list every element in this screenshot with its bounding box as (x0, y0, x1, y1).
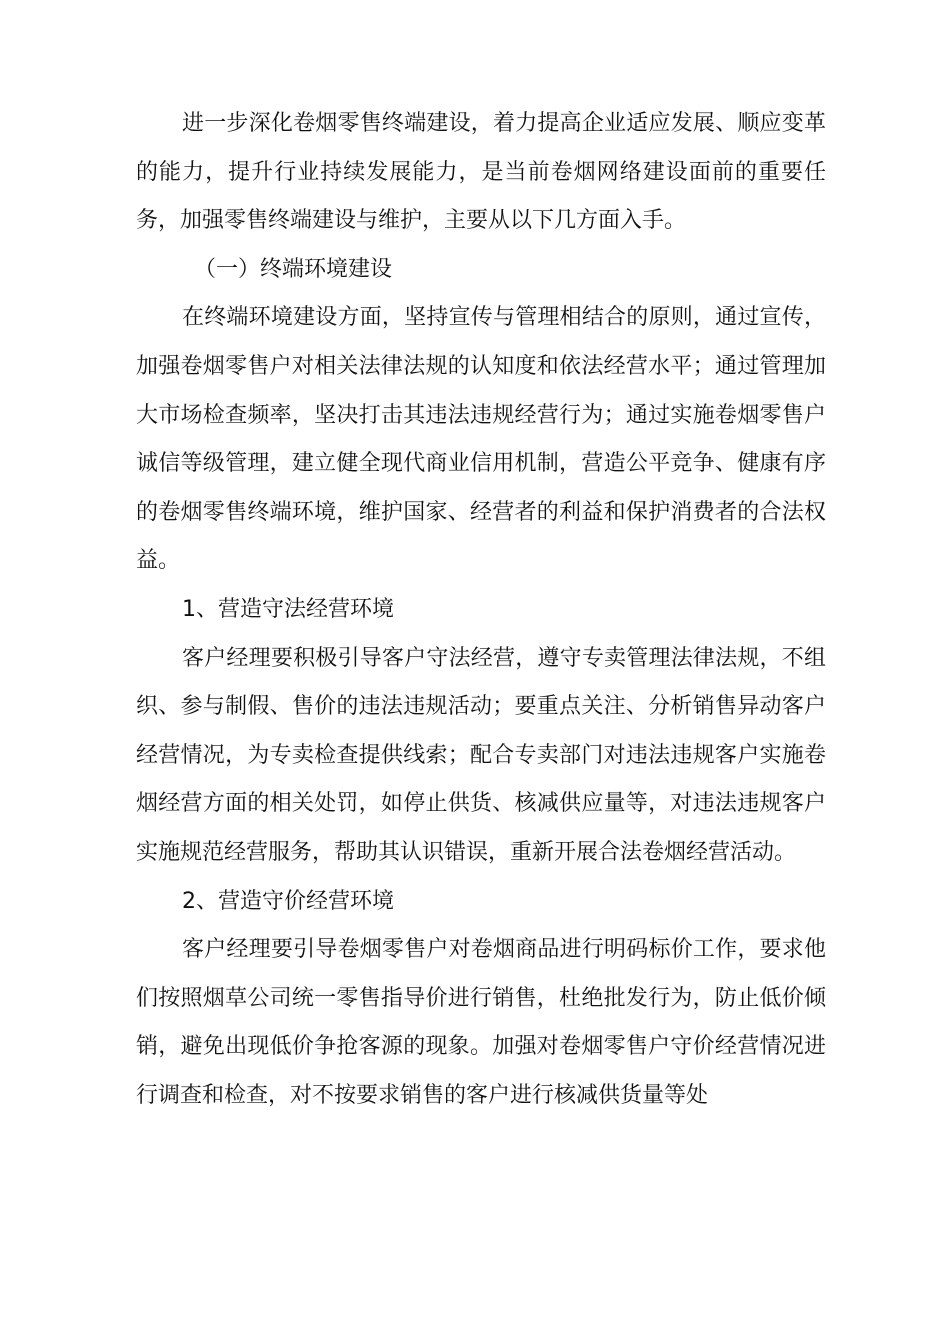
price-compliance-paragraph: 客户经理要引导卷烟零售户对卷烟商品进行明码标价工作，要求他们按照烟草公司统一零售指导价进行销售，杜绝批发行为，防止低价倾销，避免出现低价争抢客源的现象。加强对卷烟零售户守价经营情况进行调查和检查，对不按要求销售的客户进行核减供货量等处 (136, 937, 826, 1108)
section-heading-terminal-environment: （一）终端环境建设 (194, 256, 393, 282)
document-body (136, 100, 826, 1120)
lawful-operation-paragraph: 客户经理要积极引导客户守法经营，遵守专卖管理法律法规，不组织、参与制假、售价的违法违规活动；要重点关注、分析销售异动客户经营情况，为专卖检查提供线索；配合专卖部门对违法违规客户实施卷烟经营方面的相关处罚，如停止供货、核减供应量等，对违法违规客户实施规范经营服务，帮助其认识错误，重新开展合法卷烟经营活动。 (136, 645, 826, 865)
terminal-environment-paragraph: 在终端环境建设方面，坚持宣传与管理相结合的原则，通过宣传，加强卷烟零售户对相关法律法规的认知度和依法经营水平；通过管理加大市场检查频率，坚决打击其违法违规经营行为；通过实施卷烟零售户诚信等级管理，建立健全现代商业信用机制，营造公平竞争、健康有序的卷烟零售终端环境，维护国家、经营者的利益和保护消费者的合法权益。 (136, 305, 826, 574)
subheading-lawful-operation: 1、营造守法经营环境 (182, 596, 394, 622)
subheading-price-compliance: 2、营造守价经营环境 (182, 888, 394, 914)
intro-paragraph: 进一步深化卷烟零售终端建设，着力提高企业适应发展、顺应变革的能力，提升行业持续发展能力，是当前卷烟网络建设面前的重要任务，加强零售终端建设与维护，主要从以下几方面入手。 (136, 111, 826, 234)
